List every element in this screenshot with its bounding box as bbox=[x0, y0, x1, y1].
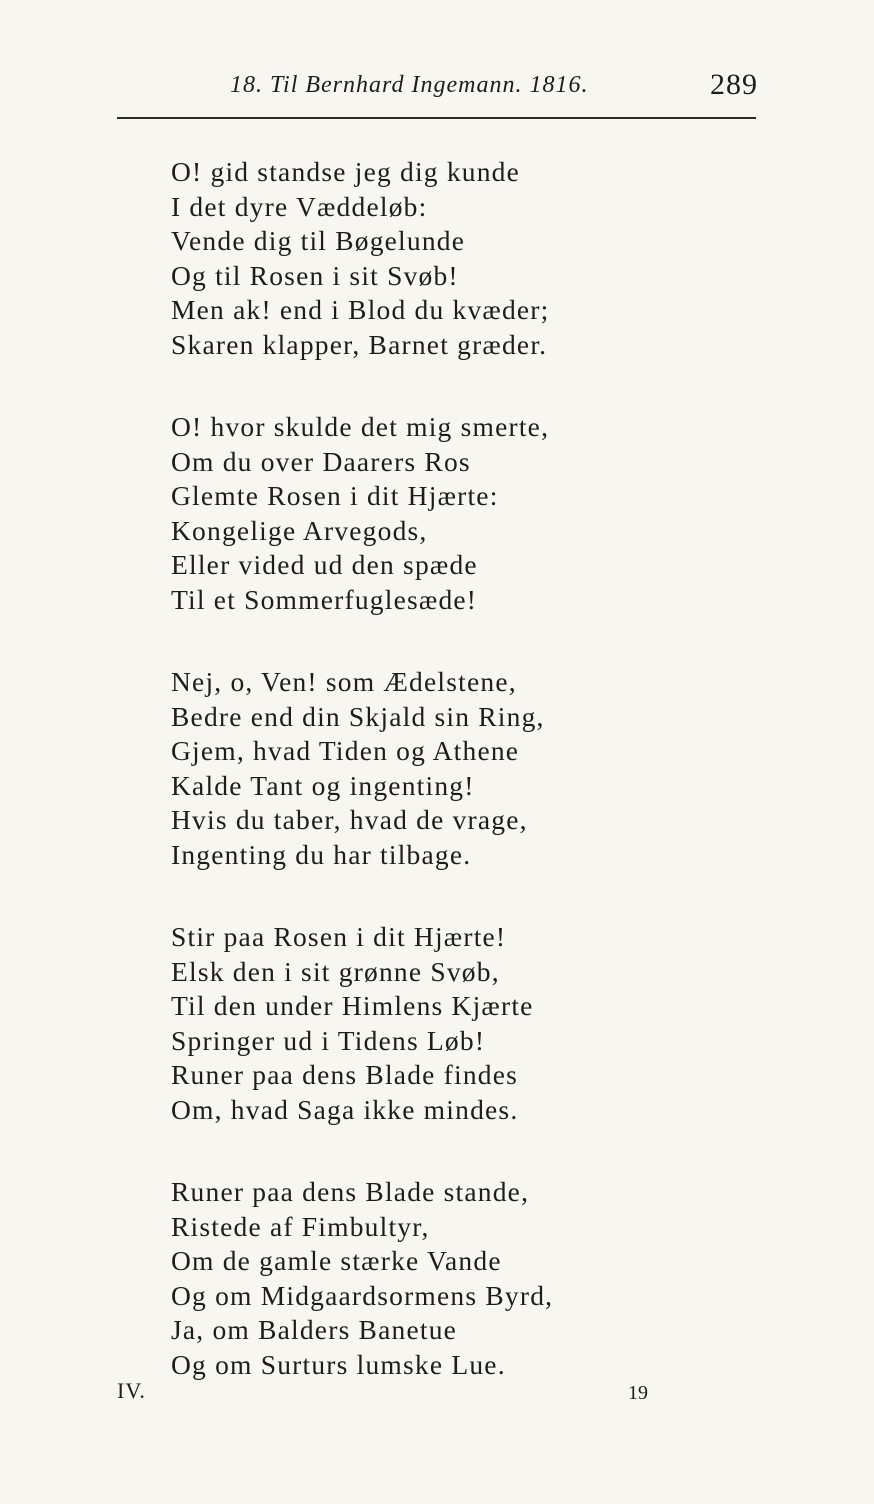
poem-line: Om, hvad Saga ikke mindes. bbox=[171, 1093, 519, 1125]
header-rule bbox=[117, 117, 756, 119]
running-head: 18. Til Bernhard Ingemann. 1816. bbox=[230, 72, 589, 98]
page-footer bbox=[0, 1378, 874, 1418]
poem-line: Og til Rosen i sit Svøb! bbox=[171, 259, 459, 291]
poem-line: Runer paa dens Blade stande, bbox=[171, 1176, 530, 1207]
stanza-1 bbox=[171, 155, 771, 362]
poem-line: Ja, om Balders Banetue bbox=[171, 1314, 458, 1345]
poem-line: Hvis du taber, hvad de vrage, bbox=[171, 804, 528, 835]
poem-line: Springer ud i Tidens Løb! bbox=[171, 1024, 486, 1056]
poem-line: Bedre end din Skjald sin Ring, bbox=[171, 700, 545, 732]
poem-line: Nej, o, Ven! som Ædelstene, bbox=[171, 666, 517, 697]
poem-line: Og om Midgaardsormens Byrd, bbox=[171, 1279, 554, 1311]
poem bbox=[171, 155, 771, 1430]
poem-line: Men ak! end i Blod du kvæder; bbox=[171, 294, 550, 325]
poem-line: Til et Sommerfuglesæde! bbox=[171, 583, 478, 615]
poem-line: Kongelige Arvegods, bbox=[171, 514, 428, 546]
stanza-4 bbox=[171, 920, 771, 1127]
page-header bbox=[0, 68, 874, 112]
poem-line: Til den under Himlens Kjærte bbox=[171, 990, 534, 1021]
poem-line: Glemte Rosen i dit Hjærte: bbox=[171, 480, 499, 511]
stanza-3 bbox=[171, 665, 771, 872]
signature-mark: IV. bbox=[117, 1378, 146, 1403]
poem-line: Gjem, hvad Tiden og Athene bbox=[171, 735, 520, 766]
poem-line: Vende dig til Bøgelunde bbox=[171, 225, 466, 256]
poem-line: Skaren klapper, Barnet græder. bbox=[171, 328, 548, 360]
page-number: 289 bbox=[710, 68, 758, 101]
poem-line: Om de gamle stærke Vande bbox=[171, 1245, 502, 1276]
stanza-5 bbox=[171, 1175, 771, 1382]
poem-line: Eller vided ud den spæde bbox=[171, 549, 478, 580]
poem-line: I det dyre Væddeløb: bbox=[171, 190, 428, 222]
poem-line: O! gid standse jeg dig kunde bbox=[171, 156, 521, 187]
poem-line: Runer paa dens Blade findes bbox=[171, 1059, 519, 1090]
poem-line: Stir paa Rosen i dit Hjærte! bbox=[171, 921, 507, 952]
poem-line: Kalde Tant og ingenting! bbox=[171, 769, 475, 801]
sheet-number: 19 bbox=[628, 1382, 648, 1404]
poem-line: Ingenting du har tilbage. bbox=[171, 838, 472, 870]
poem-line: O! hvor skulde det mig smerte, bbox=[171, 411, 550, 442]
stanza-2 bbox=[171, 410, 771, 617]
poem-line: Elsk den i sit grønne Svøb, bbox=[171, 955, 500, 987]
poem-line: Og om Surturs lumske Lue. bbox=[171, 1348, 506, 1380]
poem-line: Om du over Daarers Ros bbox=[171, 445, 471, 477]
poem-line: Ristede af Fimbultyr, bbox=[171, 1210, 430, 1242]
